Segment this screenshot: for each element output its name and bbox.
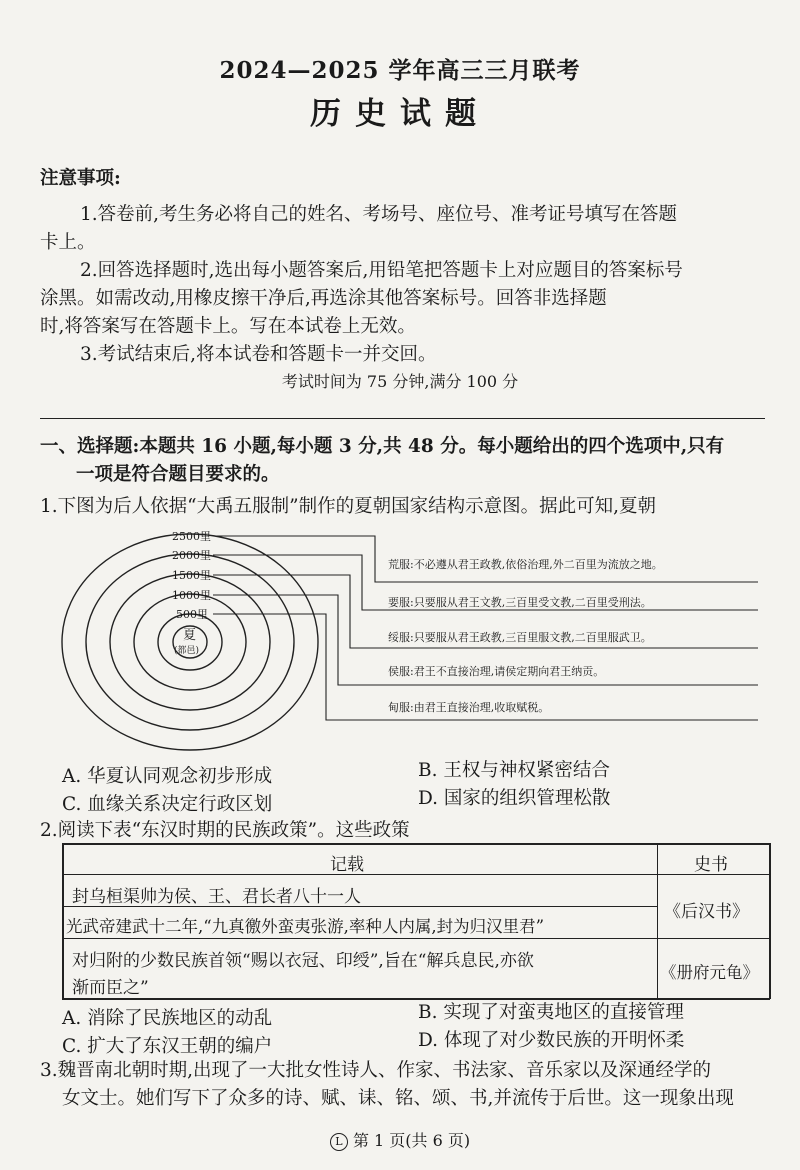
- q3-stem-cont: 女文士。她们写下了众多的诗、赋、诔、铭、颂、书,并流传于后世。这一现象出现: [62, 1088, 734, 1109]
- notice-item-1-cont: 卡上。: [40, 232, 96, 253]
- zone-note-huang: 荒服:不必遵从君王政教,依俗治理,外二百里为流放之地。: [388, 558, 663, 571]
- notice-item-3: 3.考试结束后,将本试卷和答题卡一并交回。: [80, 344, 437, 365]
- section-1-heading: 一、选择题:本题共 16 小题,每小题 3 分,共 48 分。每小题给出的四个选项中,只有: [40, 436, 725, 457]
- notice-item-2-cont2: 时,将答案写在答题卡上。写在本试卷上无效。: [40, 316, 416, 337]
- exam-title: 2024—2025 学年高三三月联考: [219, 57, 581, 84]
- zone-note-hou: 侯服:君王不直接治理,请侯定期向君王纳贡。: [388, 665, 605, 678]
- version-mark: L: [330, 1133, 348, 1151]
- table-header-source: 史书: [694, 855, 728, 875]
- ring-label-500: 500里: [176, 608, 208, 621]
- page-footer: [0, 1128, 800, 1151]
- center-sublabel: (都邑): [174, 646, 200, 656]
- table-border-left: [62, 843, 64, 999]
- q1-option-b: B. 王权与神权紧密结合: [418, 760, 610, 781]
- table-border-top: [62, 843, 770, 845]
- exam-time-info: 考试时间为 75 分钟,满分 100 分: [281, 372, 519, 391]
- notice-item-2-cont: 涂黑。如需改动,用橡皮擦干净后,再选涂其他答案标号。回答非选择题: [40, 288, 607, 309]
- divider-rule: [40, 418, 765, 419]
- ring-label-1000: 1000里: [172, 589, 211, 602]
- q2-option-d: D. 体现了对少数民族的开明怀柔: [418, 1030, 685, 1051]
- table-row-2: 光武帝建武十二年,“九真徼外蛮夷张游,率种人内属,封为归汉里君”: [66, 917, 545, 936]
- ring-label-2500: 2500里: [172, 530, 211, 543]
- q1-stem: 1.下图为后人依据“大禹五服制”制作的夏朝国家结构示意图。据此可知,夏朝: [40, 496, 656, 517]
- notice-heading: 注意事项:: [40, 168, 121, 189]
- subject-title: 历史试题: [310, 96, 490, 132]
- ring-label-1500: 1500里: [172, 569, 211, 582]
- q2-option-b: B. 实现了对蛮夷地区的直接管理: [418, 1002, 684, 1023]
- center-label: 夏: [183, 628, 197, 643]
- zone-note-yao: 要服:只要服从君王文教,三百里受文教,二百里受刑法。: [388, 596, 652, 609]
- page-number: 第 1 页(共 6 页): [352, 1131, 471, 1150]
- table-row-3: 对归附的少数民族首领“赐以衣冠、印绶”,旨在“解兵息民,亦欲: [72, 951, 534, 971]
- table-column-divider: [657, 843, 658, 999]
- table-row-3-cont: 渐而臣之”: [72, 978, 149, 998]
- q1-option-a: A. 华夏认同观念初步形成: [62, 766, 273, 787]
- five-zones-diagram: [0, 520, 800, 760]
- section-1-heading-cont: 一项是符合题目要求的。: [76, 464, 280, 485]
- zone-note-dian: 甸服:由君王直接治理,收取赋税。: [388, 701, 550, 714]
- notice-item-1: 1.答卷前,考生务必将自己的姓名、考场号、座位号、准考证号填写在答题: [80, 204, 678, 225]
- q2-option-a: A. 消除了民族地区的动乱: [62, 1008, 273, 1029]
- q2-option-c: C. 扩大了东汉王朝的编户: [62, 1036, 273, 1057]
- table-border-right: [769, 843, 771, 999]
- zone-note-sui: 绥服:只要服从君王政教,三百里服文教,二百里服武卫。: [388, 631, 652, 644]
- table-source-1: 《后汉书》: [664, 902, 749, 922]
- table-row-rule-2: [62, 938, 770, 939]
- q1-option-d: D. 国家的组织管理松散: [418, 788, 611, 809]
- ring-label-2000: 2000里: [172, 549, 211, 562]
- table-border-bottom: [62, 998, 770, 1000]
- table-header-rule: [62, 874, 770, 875]
- q1-option-c: C. 血缘关系决定行政区划: [62, 794, 273, 815]
- notice-item-2: 2.回答选择题时,选出每小题答案后,用铅笔把答题卡上对应题目的答案标号: [80, 260, 683, 281]
- table-row-1: 封乌桓渠帅为侯、王、君长者八十一人: [72, 887, 361, 907]
- table-header-record: 记载: [330, 855, 364, 875]
- q2-stem: 2.阅读下表“东汉时期的民族政策”。这些政策: [40, 820, 410, 841]
- q3-stem: 3.魏晋南北朝时期,出现了一大批女性诗人、作家、书法家、音乐家以及深通经学的: [40, 1060, 712, 1081]
- table-source-2: 《册府元龟》: [660, 963, 759, 982]
